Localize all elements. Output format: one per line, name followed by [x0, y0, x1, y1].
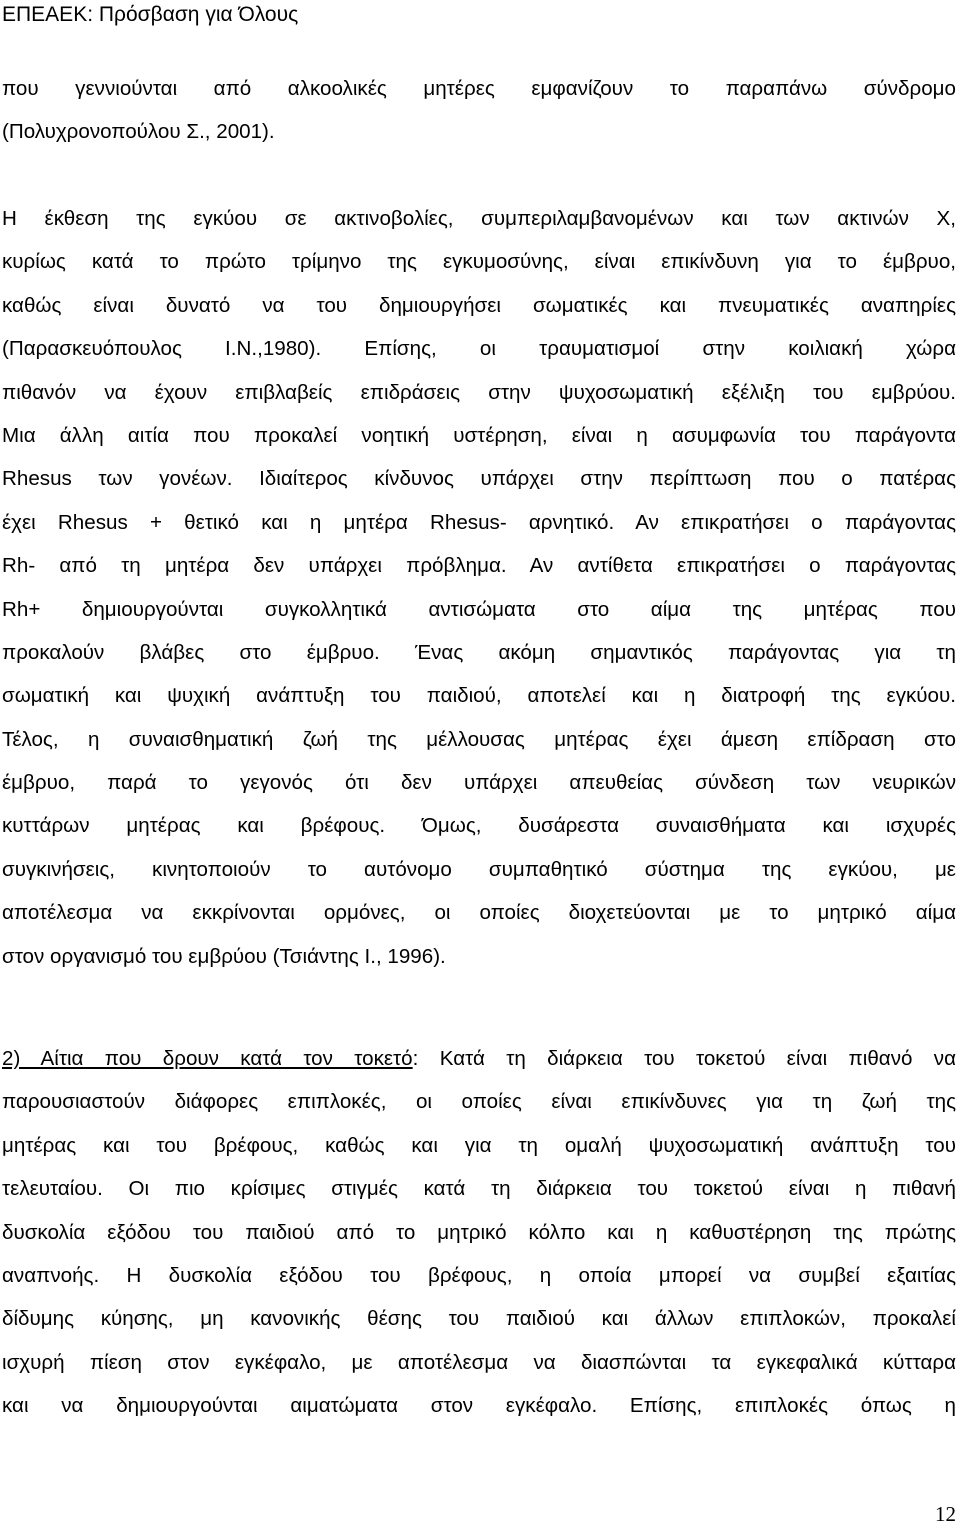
text-line: ισχυρή πίεση στον εγκέφαλο, με αποτέλεσμα να διασπώνται τα εγκεφαλικά κύτταρα — [2, 1350, 956, 1374]
text-line: κυττάρων μητέρας και βρέφους. Όμως, δυσάρεστα συναισθήματα και ισχυρές — [2, 814, 956, 838]
text-line: έχει Rhesus + θετικό και η μητέρα Rhesus- αρνητικό. Αν επικρατήσει ο παράγοντας — [2, 510, 956, 534]
text-line: παρουσιαστούν διάφορες επιπλοκές, οι οποίες είναι επικίνδυνες για τη ζωή της — [2, 1090, 956, 1114]
text-line: αποτέλεσμα να εκκρίνονται ορμόνες, οι οποίες διοχετεύονται με το μητρικό αίμα — [2, 901, 956, 925]
text-line: Η έκθεση της εγκύου σε ακτινοβολίες, συμπεριλαμβανομένων και των ακτινών Χ, — [2, 207, 956, 230]
text-line: Rhesus των γονέων. Ιδιαίτερος κίνδυνος υπάρχει στην περίπτωση που ο πατέρας — [2, 467, 956, 491]
text-line: που γεννιούνται από αλκοολικές μητέρες εμφανίζουν το παραπάνω σύνδρομο — [2, 77, 956, 100]
text-line: καθώς είναι δυνατό να του δημιουργήσει σωματικές και πνευματικές αναπηρίες — [2, 293, 956, 317]
text-line: Τέλος, η συναισθηματική ζωή της μέλλουσας μητέρας έχει άμεση επίδραση στο — [2, 727, 956, 751]
text-line: Μια άλλη αιτία που προκαλεί νοητική υστέρηση, είναι η ασυμφωνία του παράγοντα — [2, 423, 956, 447]
section-heading-colon: : — [412, 1047, 419, 1070]
text-line: αναπνοής. Η δυσκολία εξόδου του βρέφους, η οποία μπορεί να συμβεί εξαιτίας — [2, 1263, 956, 1287]
text-line: προκαλούν βλάβες στο έμβρυο. Ένας ακόμη σημαντικός παράγοντας για τη — [2, 640, 956, 664]
text-line: κυρίως κατά το πρώτο τρίμηνο της εγκυμοσύνης, είναι επικίνδυνη για το έμβρυο, — [2, 250, 956, 274]
document-header: ΕΠΕΑΕΚ: Πρόσβαση για Όλους — [2, 3, 299, 26]
text-line: Rh- από τη μητέρα δεν υπάρχει πρόβλημα. Αν αντίθετα επικρατήσει ο παράγοντας — [2, 554, 956, 578]
page-number: 12 — [935, 1502, 956, 1526]
text-line-heading — [2, 1037, 956, 1080]
text-line: δίδυμης κύησης, μη κανονικής θέσης του παιδιού και άλλων επιπλοκών, προκαλεί — [2, 1307, 956, 1331]
paragraph-radiation — [2, 197, 956, 978]
text-line: πιθανόν να έχουν επιβλαβείς επιδράσεις στην ψυχοσωματική εξέλιξη του εμβρύου. — [2, 380, 956, 404]
text-line: μητέρας και του βρέφους, καθώς και για τη ομαλή ψυχοσωματική ανάπτυξη του — [2, 1133, 956, 1157]
text-line: και να δημιουργούνται αιματώματα στον εγκέφαλο. Επίσης, επιπλοκές όπως η — [2, 1394, 956, 1418]
text-line: συγκινήσεις, κινητοποιούν το αυτόνομο συμπαθητικό σύστημα της εγκύου, με — [2, 857, 956, 881]
text-line: έμβρυο, παρά το γεγονός ότι δεν υπάρχει απευθείας σύνδεση των νευρικών — [2, 771, 956, 795]
intro-paragraph — [2, 67, 956, 154]
text-line: (Παρασκευόπουλος Ι.Ν.,1980). Επίσης, οι τραυματισμοί στην κοιλιακή χώρα — [2, 337, 956, 361]
text-line: στον οργανισμό του εμβρύου (Τσιάντης Ι., 1996). — [2, 944, 446, 968]
text-line: Rh+ δημιουργούνται συγκολλητικά αντισώματα στο αίμα της μητέρας που — [2, 597, 956, 621]
text-line: σωματική και ψυχική ανάπτυξη του παιδιού, αποτελεί και η διατροφή της εγκύου. — [2, 684, 956, 708]
heading-line-rest: Κατά τη διάρκεια του τοκετού είναι πιθανό να — [418, 1047, 956, 1070]
text-line: (Πολυχρονοπούλου Σ., 2001). — [2, 120, 275, 144]
text-line: δυσκολία εξόδου του παιδιού από το μητρικό κόλπο και η καθυστέρηση της πρώτης — [2, 1220, 956, 1244]
paragraph-delivery-causes — [2, 1037, 956, 1428]
text-line: τελευταίου. Οι πιο κρίσιμες στιγμές κατά τη διάρκεια του τοκετού είναι η πιθανή — [2, 1177, 956, 1201]
section-heading: 2) Αίτια που δρουν κατά τον τοκετό — [2, 1047, 413, 1070]
